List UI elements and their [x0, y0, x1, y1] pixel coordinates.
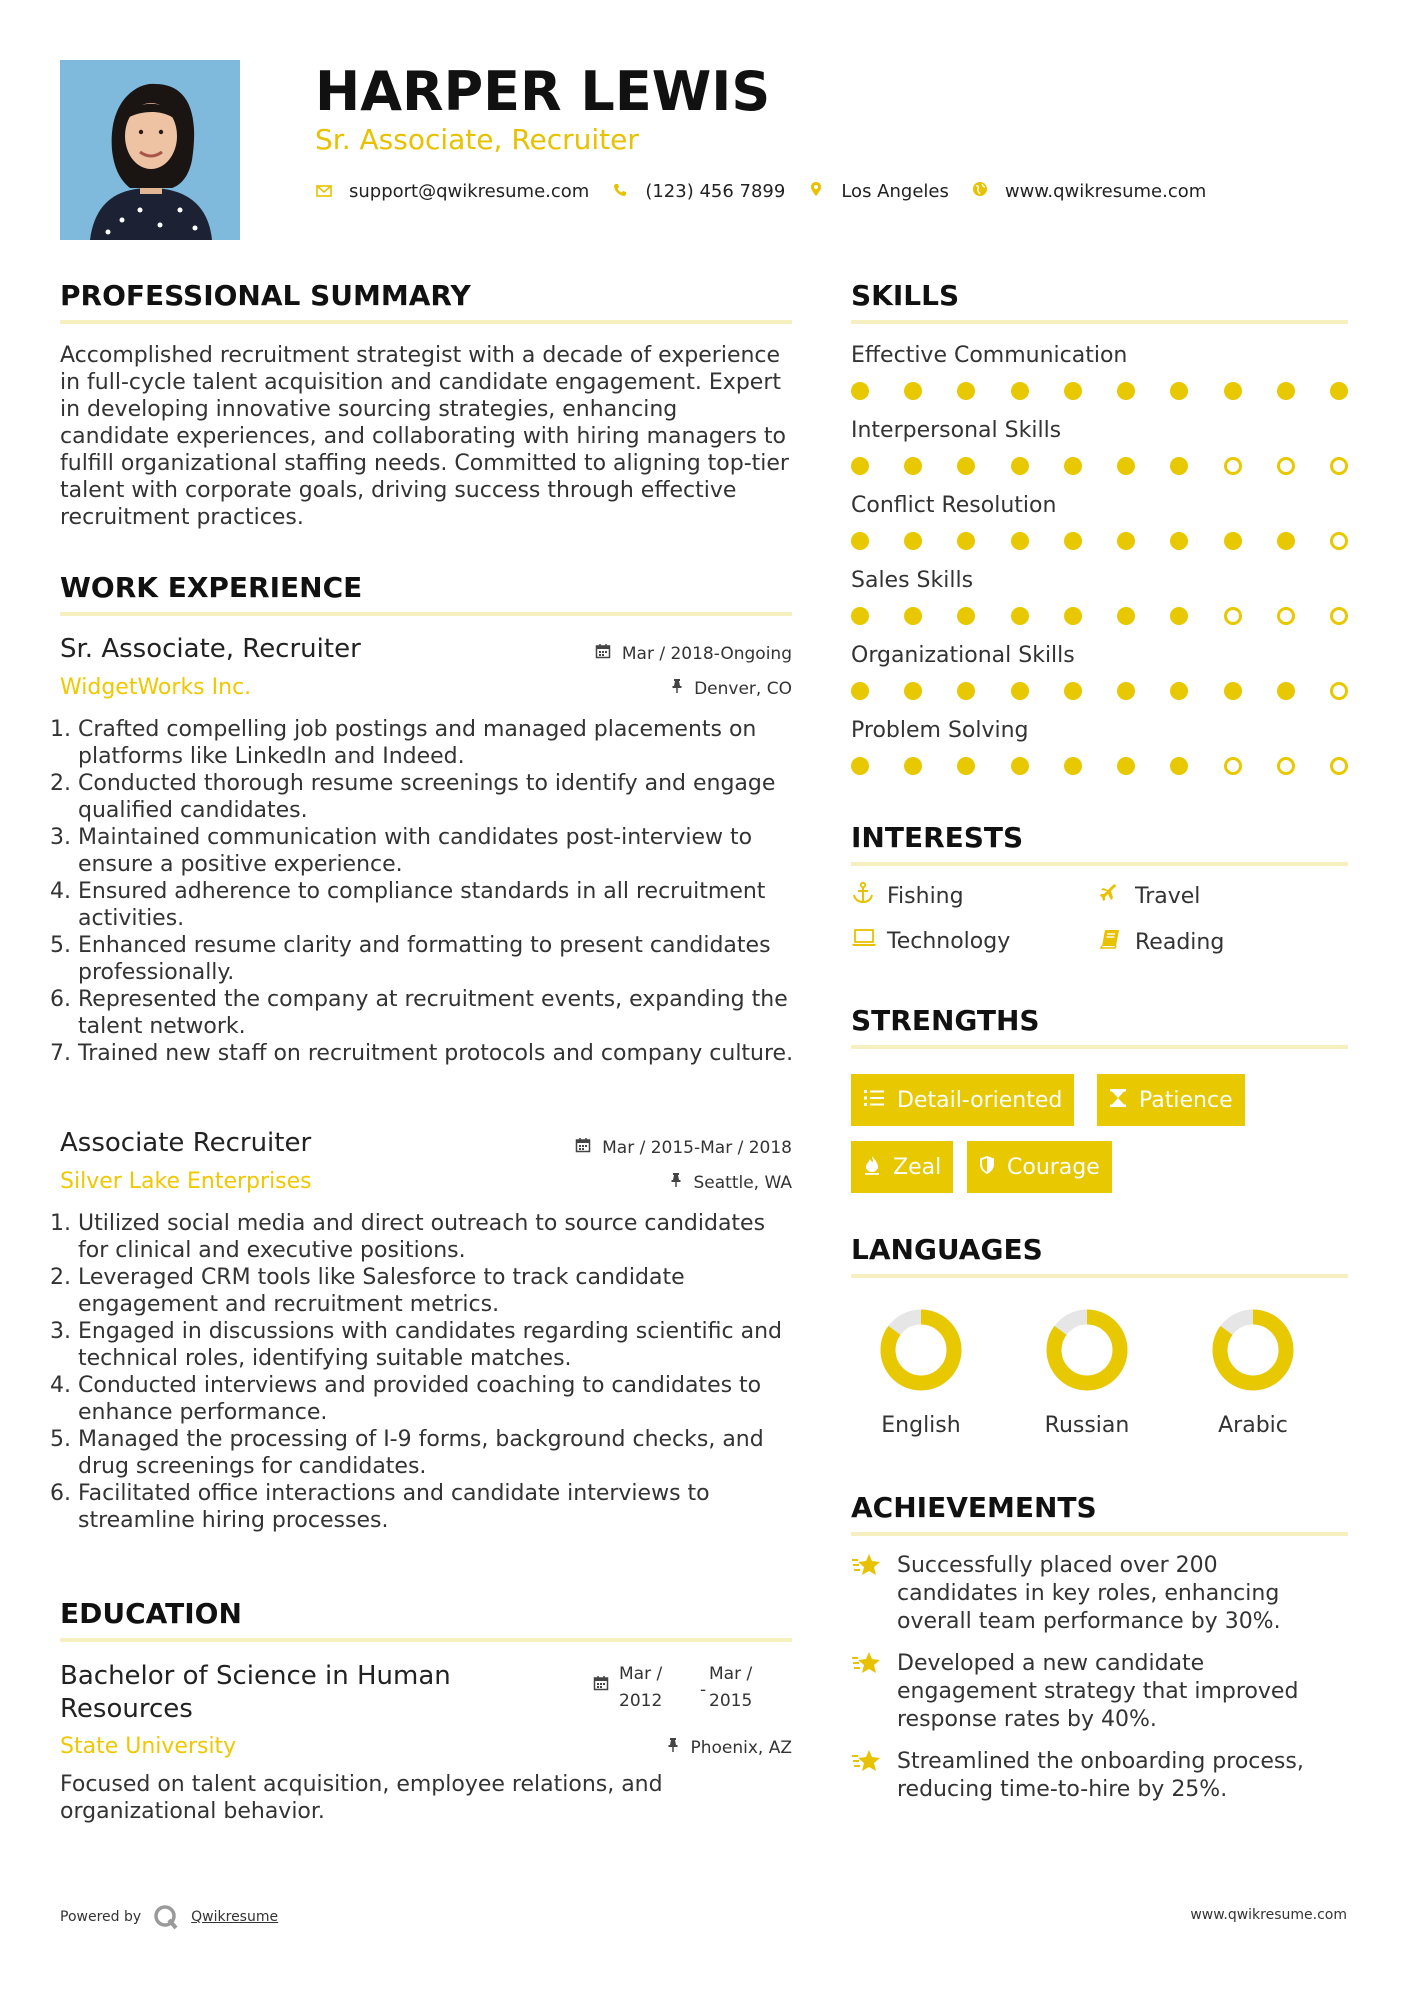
strengths-heading: STRENGTHS — [851, 1004, 1040, 1037]
powered-by-text: Powered by — [60, 1909, 142, 1925]
rating-dot-filled — [1170, 607, 1188, 625]
achievements-list — [851, 1552, 1348, 1818]
rating-dot-filled — [957, 457, 975, 475]
rating-dot-filled — [1277, 532, 1295, 550]
rating-dot-filled — [957, 757, 975, 775]
list-item: 6. Facilitated office interactions and candidate interviews to streamline hiring processes. — [78, 1480, 800, 1534]
job-title: Sr. Associate, Recruiter — [60, 634, 361, 664]
rating-dot-filled — [1011, 532, 1029, 550]
job-location-text: Denver, CO — [694, 679, 792, 699]
interest-travel — [1099, 882, 1200, 910]
rating-dot-filled — [1117, 682, 1135, 700]
laptop-icon — [851, 928, 887, 954]
skill-rating — [851, 607, 1348, 625]
rating-dot-filled — [1011, 682, 1029, 700]
experience-divider — [60, 612, 792, 616]
contact-website[interactable] — [971, 181, 1206, 202]
calendar-icon — [575, 1138, 596, 1157]
interests-heading: INTERESTS — [851, 821, 1024, 854]
end-year: 2015 — [709, 1691, 753, 1711]
profile-photo — [60, 60, 240, 240]
languages-list — [841, 1305, 1361, 1445]
rating-dot-filled — [1277, 682, 1295, 700]
candidate-name: HARPER LEWIS — [315, 60, 771, 123]
skill-item — [851, 417, 1348, 492]
language-donut — [1183, 1305, 1323, 1395]
skills-divider — [851, 320, 1348, 324]
end-month: Mar / — [709, 1664, 753, 1684]
achievement-item — [851, 1650, 1348, 1734]
skill-rating — [851, 757, 1348, 775]
rating-dot-filled — [1224, 532, 1242, 550]
list-item: 3. Engaged in discussions with candidates regarding scientific and technical roles, identifying suitable matches. — [78, 1318, 800, 1372]
rating-dot-filled — [851, 607, 869, 625]
rating-dot-filled — [1170, 382, 1188, 400]
rating-dot-filled — [851, 757, 869, 775]
rating-dot-filled — [904, 607, 922, 625]
envelope-icon — [315, 182, 333, 201]
calendar-icon — [595, 644, 616, 663]
achievement-item — [851, 1552, 1348, 1636]
education-heading: EDUCATION — [60, 1597, 242, 1630]
hourglass-icon — [1109, 1088, 1127, 1113]
interest-label: Reading — [1135, 929, 1225, 955]
school-name: State University — [60, 1734, 237, 1759]
calendar-icon — [593, 1675, 609, 1696]
list-item: 4. Conducted interviews and provided coaching to candidates to enhance performance. — [78, 1372, 800, 1426]
list-item: 5. Enhanced resume clarity and formatting to present candidates professionally. — [78, 932, 800, 986]
strength-label: Patience — [1139, 1087, 1233, 1113]
job-dates — [575, 1137, 792, 1158]
education-end-date — [709, 1661, 752, 1715]
rating-dot-filled — [851, 457, 869, 475]
interest-fishing — [851, 882, 964, 910]
date-separator: - — [700, 1680, 707, 1700]
list-item: 4. Ensured adherence to compliance standards in all recruitment activities. — [78, 878, 800, 932]
language-donut — [1017, 1305, 1157, 1395]
list-item: 7. Trained new staff on recruitment protocols and company culture. — [78, 1040, 800, 1067]
rating-dot-filled — [957, 682, 975, 700]
bullet-list — [60, 716, 800, 1067]
rating-dot-empty — [1330, 532, 1348, 550]
skill-label: Sales Skills — [851, 568, 974, 593]
job-bullets — [60, 1210, 800, 1534]
rating-dot-filled — [1011, 757, 1029, 775]
list-item: 1. Utilized social media and direct outreach to source candidates for clinical and executive positions. — [78, 1210, 800, 1264]
star-icon — [851, 1650, 897, 1734]
skill-rating — [851, 682, 1348, 700]
contact-phone[interactable] — [611, 181, 785, 202]
job-title: Associate Recruiter — [60, 1128, 312, 1158]
rating-dot-filled — [1117, 457, 1135, 475]
achievements-heading: ACHIEVEMENTS — [851, 1491, 1097, 1524]
skill-label: Interpersonal Skills — [851, 418, 1062, 443]
rating-dot-filled — [904, 532, 922, 550]
strength-badge — [1097, 1074, 1245, 1126]
footer-website[interactable]: www.qwikresume.com — [1190, 1907, 1347, 1923]
language-item — [1017, 1305, 1157, 1438]
contact-bar — [315, 178, 1212, 204]
summary-heading: PROFESSIONAL SUMMARY — [60, 279, 471, 312]
strength-label: Zeal — [893, 1154, 942, 1180]
education-start-date — [619, 1661, 662, 1715]
strength-badge — [851, 1074, 1074, 1126]
rating-dot-filled — [1011, 382, 1029, 400]
language-item — [1183, 1305, 1323, 1438]
language-item — [851, 1305, 991, 1438]
rating-dot-filled — [851, 382, 869, 400]
start-month: Mar / — [619, 1664, 663, 1684]
job-bullets — [60, 716, 800, 1067]
interest-technology — [851, 928, 1010, 954]
skills-heading: SKILLS — [851, 279, 960, 312]
rating-dot-filled — [1064, 457, 1082, 475]
languages-heading: LANGUAGES — [851, 1233, 1043, 1266]
summary-divider — [60, 320, 792, 324]
rating-dot-empty — [1277, 607, 1295, 625]
strength-badge — [851, 1141, 953, 1193]
shield-icon — [979, 1155, 995, 1180]
languages-divider — [851, 1274, 1348, 1278]
rating-dot-filled — [1064, 532, 1082, 550]
rating-dot-empty — [1224, 457, 1242, 475]
interest-label: Fishing — [887, 883, 964, 909]
rating-dot-filled — [1170, 682, 1188, 700]
pushpin-icon — [667, 1738, 684, 1757]
achievements-divider — [851, 1532, 1348, 1536]
contact-email[interactable] — [315, 181, 589, 202]
rating-dot-filled — [851, 532, 869, 550]
achievement-item — [851, 1748, 1348, 1804]
bullet-list — [60, 1210, 800, 1534]
footer-powered-by — [60, 1904, 278, 1930]
rating-dot-empty — [1330, 682, 1348, 700]
email-text: support@qwikresume.com — [349, 180, 590, 202]
job-dates-text: Mar / 2015-Mar / 2018 — [602, 1138, 792, 1158]
job-location-text: Seattle, WA — [693, 1173, 792, 1193]
globe-icon — [971, 181, 989, 201]
job-dates-text: Mar / 2018-Ongoing — [621, 644, 792, 664]
interest-label: Technology — [887, 928, 1011, 954]
strengths-divider — [851, 1045, 1348, 1049]
map-pin-icon — [807, 181, 825, 201]
rating-dot-filled — [1011, 607, 1029, 625]
rating-dot-filled — [957, 532, 975, 550]
skills-list — [851, 342, 1348, 792]
strength-label: Courage — [1007, 1154, 1100, 1180]
portrait-image — [60, 60, 240, 240]
rating-dot-filled — [1064, 757, 1082, 775]
skill-item — [851, 567, 1348, 642]
list-icon — [863, 1088, 885, 1112]
qwikresume-logo-icon — [153, 1904, 179, 1930]
list-item: 1. Crafted compelling job postings and managed placements on platforms like LinkedIn and Indeed. — [78, 716, 800, 770]
rating-dot-empty — [1277, 757, 1295, 775]
rating-dot-filled — [851, 682, 869, 700]
rating-dot-empty — [1224, 607, 1242, 625]
rating-dot-filled — [1170, 757, 1188, 775]
list-item: 3. Maintained communication with candidates post-interview to ensure a positive experience. — [78, 824, 800, 878]
rating-dot-filled — [904, 382, 922, 400]
skill-label: Problem Solving — [851, 718, 1029, 743]
company-name: Silver Lake Enterprises — [60, 1169, 312, 1194]
skill-label: Effective Communication — [851, 343, 1128, 368]
plane-icon — [1099, 882, 1135, 910]
rating-dot-filled — [1170, 532, 1188, 550]
skill-item — [851, 642, 1348, 717]
phone-text: (123) 456 7899 — [645, 180, 786, 202]
contact-location — [807, 181, 949, 202]
strength-label: Detail-oriented — [897, 1087, 1063, 1113]
rating-dot-filled — [1011, 457, 1029, 475]
language-label: English — [881, 1413, 961, 1438]
rating-dot-filled — [904, 682, 922, 700]
rating-dot-empty — [1330, 757, 1348, 775]
education-location — [667, 1737, 792, 1758]
flame-icon — [863, 1155, 881, 1180]
achievement-text: Developed a new candidate engagement strategy that improved response rates by 40%. — [897, 1651, 1299, 1732]
interest-reading — [1099, 928, 1224, 956]
rating-dot-filled — [1224, 682, 1242, 700]
education-location-text: Phoenix, AZ — [690, 1738, 792, 1758]
rating-dot-empty — [1277, 457, 1295, 475]
brand-link[interactable]: Qwikresume — [191, 1909, 279, 1925]
rating-dot-filled — [904, 457, 922, 475]
job-location — [670, 1172, 792, 1193]
book-icon — [1099, 928, 1135, 956]
education-divider — [60, 1638, 792, 1642]
star-icon — [851, 1552, 897, 1636]
rating-dot-filled — [1117, 607, 1135, 625]
rating-dot-filled — [1224, 382, 1242, 400]
language-label: Arabic — [1218, 1413, 1288, 1438]
skill-item — [851, 342, 1348, 417]
skill-rating — [851, 532, 1348, 550]
rating-dot-filled — [1117, 532, 1135, 550]
rating-dot-empty — [1330, 607, 1348, 625]
interests-divider — [851, 862, 1348, 866]
rating-dot-filled — [1170, 457, 1188, 475]
rating-dot-filled — [1117, 382, 1135, 400]
rating-dot-filled — [904, 757, 922, 775]
anchor-icon — [851, 882, 887, 910]
rating-dot-filled — [1064, 382, 1082, 400]
candidate-title: Sr. Associate, Recruiter — [315, 123, 639, 156]
skill-rating — [851, 382, 1348, 400]
rating-dot-filled — [957, 607, 975, 625]
rating-dot-filled — [957, 382, 975, 400]
phone-icon — [611, 182, 629, 201]
start-year: 2012 — [619, 1691, 663, 1711]
rating-dot-empty — [1330, 457, 1348, 475]
skill-item — [851, 492, 1348, 567]
star-icon — [851, 1748, 897, 1804]
list-item: 5. Managed the processing of I-9 forms, background checks, and drug screenings for candidates. — [78, 1426, 800, 1480]
rating-dot-filled — [1277, 382, 1295, 400]
rating-dot-filled — [1117, 757, 1135, 775]
list-item: 6. Represented the company at recruitment events, expanding the talent network. — [78, 986, 800, 1040]
skill-rating — [851, 457, 1348, 475]
rating-dot-filled — [1330, 382, 1348, 400]
pushpin-icon — [670, 1173, 687, 1192]
degree-title: Bachelor of Science in Human Resources — [60, 1661, 451, 1724]
skill-label: Organizational Skills — [851, 643, 1075, 668]
list-item: 2. Conducted thorough resume screenings to identify and engage qualified candidates. — [78, 770, 800, 824]
skill-item — [851, 717, 1348, 792]
job-location — [671, 678, 792, 699]
website-text: www.qwikresume.com — [1004, 180, 1207, 202]
strength-badge — [967, 1141, 1112, 1193]
job-dates — [595, 643, 792, 664]
list-item: 2. Leveraged CRM tools like Salesforce to track candidate engagement and recruitment metrics. — [78, 1264, 800, 1318]
rating-dot-filled — [1064, 607, 1082, 625]
location-text: Los Angeles — [841, 180, 949, 202]
education-description: Focused on talent acquisition, employee relations, and organizational behavior. — [60, 1772, 663, 1824]
language-donut — [851, 1305, 991, 1395]
pushpin-icon — [671, 679, 688, 698]
rating-dot-filled — [1064, 682, 1082, 700]
language-label: Russian — [1044, 1413, 1130, 1438]
rating-dot-empty — [1224, 757, 1242, 775]
achievement-text: Successfully placed over 200 candidates in key roles, enhancing overall team performance by 30%. — [897, 1553, 1281, 1634]
interest-label: Travel — [1135, 883, 1201, 909]
achievement-text: Streamlined the onboarding process, reducing time-to-hire by 25%. — [897, 1749, 1304, 1802]
company-name: WidgetWorks Inc. — [60, 675, 252, 700]
experience-heading: WORK EXPERIENCE — [60, 571, 363, 604]
skill-label: Conflict Resolution — [851, 493, 1057, 518]
summary-text: Accomplished recruitment strategist with a decade of experience in full-cycle talent acquisition and candidate engagement. Expert in developing innovative sourcing strategies, enhancing candidate experiences, and collaborating with hiring managers to fulfill organizational staffing needs. Committed to aligning top-tier talent with corporate goals, driving success through effective recruitment practices. — [60, 343, 789, 530]
